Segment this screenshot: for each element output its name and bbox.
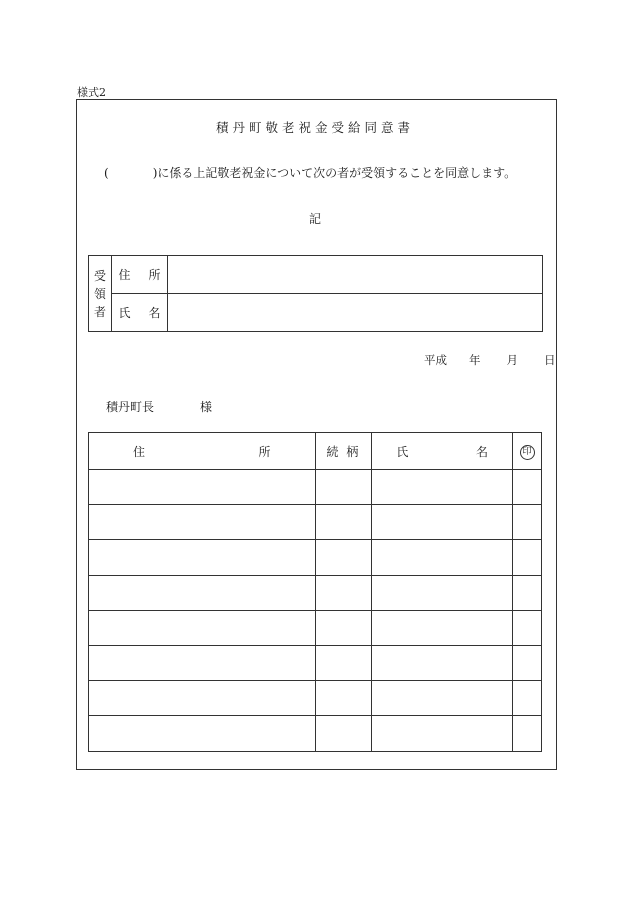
address-cell[interactable] [89, 470, 316, 505]
signer-row [89, 716, 542, 751]
address-label-cell [112, 256, 168, 294]
header-seal [513, 433, 542, 470]
seal-cell[interactable] [513, 610, 542, 645]
name-label-char: 氏 [118, 306, 131, 320]
name-cell[interactable] [372, 540, 513, 575]
relation-cell[interactable] [315, 540, 372, 575]
relation-cell[interactable] [315, 610, 372, 645]
seal-cell[interactable] [513, 716, 542, 751]
name-cell[interactable] [372, 645, 513, 680]
recipient-address-field[interactable] [168, 256, 543, 294]
relation-cell[interactable] [315, 575, 372, 610]
header-address [89, 433, 316, 470]
signer-row [89, 505, 542, 540]
seal-cell[interactable] [513, 470, 542, 505]
seal-cell[interactable] [513, 540, 542, 575]
relation-cell[interactable] [315, 716, 372, 751]
signer-row [89, 610, 542, 645]
address-cell[interactable] [89, 540, 316, 575]
seal-cell[interactable] [513, 505, 542, 540]
name-cell[interactable] [372, 505, 513, 540]
signer-row [89, 645, 542, 680]
name-cell[interactable] [372, 681, 513, 716]
seal-cell[interactable] [513, 575, 542, 610]
address-cell[interactable] [89, 575, 316, 610]
address-cell[interactable] [89, 645, 316, 680]
header-name-char: 氏 [396, 444, 409, 459]
name-cell[interactable] [372, 470, 513, 505]
address-cell[interactable] [89, 610, 316, 645]
address-cell[interactable] [89, 681, 316, 716]
form-number-label: 様式2 [77, 86, 106, 99]
signer-row [89, 470, 542, 505]
header-relation: 続 柄 [315, 433, 372, 470]
signer-row [89, 540, 542, 575]
date-era: 平成 [424, 353, 447, 367]
date-month: 月 [506, 353, 518, 367]
signer-table-header [89, 433, 542, 470]
recipient-side-label [89, 256, 112, 332]
seal-cell[interactable] [513, 645, 542, 680]
address-label-char: 住 [118, 268, 131, 282]
consent-text: )に係る上記敬老祝金について次の者が受領することを同意します。 [152, 166, 517, 180]
addressee-line [106, 398, 212, 415]
name-cell[interactable] [372, 610, 513, 645]
header-name [372, 433, 513, 470]
header-name-char: 名 [476, 444, 489, 459]
consent-statement [104, 164, 516, 181]
addressee-name: 積丹町長 [106, 400, 155, 414]
header-address-char: 所 [258, 444, 271, 459]
address-cell[interactable] [89, 505, 316, 540]
date-line [424, 352, 556, 368]
relation-cell[interactable] [315, 645, 372, 680]
relation-cell[interactable] [315, 470, 372, 505]
side-char: 者 [93, 304, 106, 319]
recipient-table [88, 255, 543, 332]
date-day: 日 [544, 353, 556, 367]
recipient-name-field[interactable] [168, 294, 543, 332]
seal-icon: 印 [520, 445, 535, 460]
seal-cell[interactable] [513, 681, 542, 716]
name-cell[interactable] [372, 716, 513, 751]
signer-row [89, 681, 542, 716]
address-cell[interactable] [89, 716, 316, 751]
name-cell[interactable] [372, 575, 513, 610]
date-year: 年 [469, 353, 481, 367]
name-label-cell [112, 294, 168, 332]
signer-table [88, 432, 542, 752]
header-address-char: 住 [133, 444, 146, 459]
side-char: 受 [93, 268, 106, 283]
name-label-char: 名 [148, 306, 161, 320]
side-char: 領 [93, 286, 106, 301]
addressee-honorific: 様 [200, 400, 213, 414]
relation-cell[interactable] [315, 505, 372, 540]
signer-row [89, 575, 542, 610]
address-label-char: 所 [148, 268, 161, 282]
relation-cell[interactable] [315, 681, 372, 716]
ki-heading: 記 [308, 212, 321, 226]
consent-open-paren: ( [104, 166, 109, 180]
document-title: 積丹町敬老祝金受給同意書 [215, 120, 414, 135]
